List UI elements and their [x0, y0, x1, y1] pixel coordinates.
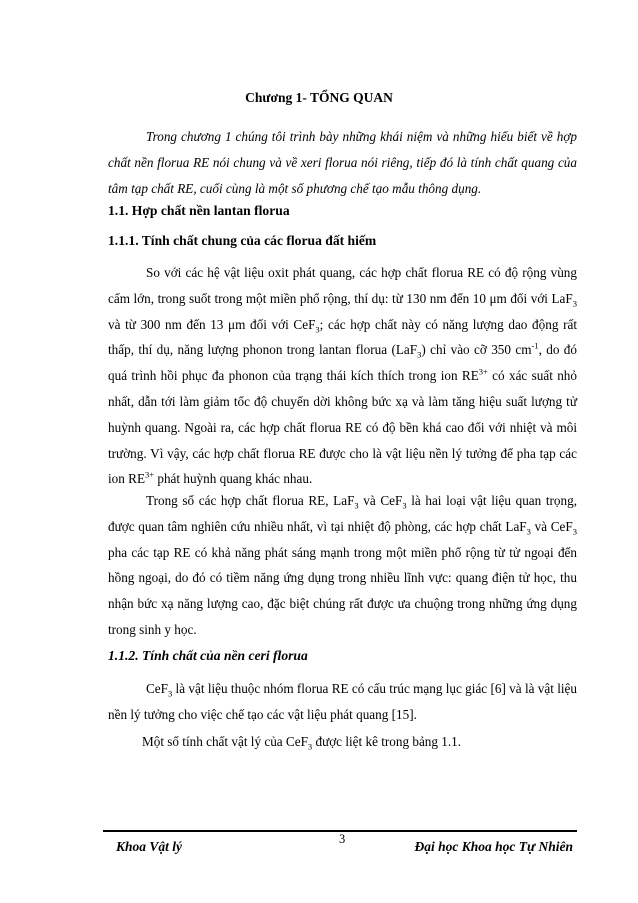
section-heading-1-1-1: 1.1.1. Tính chất chung của các florua đất hiếm	[108, 233, 377, 248]
text-run: , do đó quá trình hồi phục đa phonon của trạng thái kích thích trong ion RE	[108, 342, 577, 384]
text-run: pha các tạp RE có khả năng phát sáng mạnh trong một miền phổ rộng từ tử ngoại đến hồng ngoại, do đó có tiềm năng ứng dụng trong nhiều lĩnh vực: quang điện tử học, thu nhận bức xạ năng lượng cao, đặc biệt chúng rất được ưa chuộng trong những ứng dụng trong sinh y học.	[108, 544, 577, 637]
paragraph-laf3-cef3	[108, 488, 577, 643]
footer-department: Khoa Vật lý	[116, 839, 183, 854]
subscript: 3	[572, 298, 577, 309]
text-run: ) chỉ vào cỡ 350 cm	[421, 342, 532, 358]
subscript: 3	[572, 526, 577, 537]
text-run: phát huỳnh quang khác nhau.	[154, 471, 313, 487]
intro-paragraph: Trong chương 1 chúng tôi trình bày những khái niệm và những hiểu biết về hợp chất nền florua RE nói chung và về xeri florua nói riêng, tiếp đó là tính chất quang của tâm tạp chất RE, cuối cùng là một số phương chế tạo mẫu thông dụng.	[108, 129, 577, 196]
subscript: 3	[307, 741, 313, 752]
text-run: CeF	[146, 681, 168, 696]
subscript: 3	[315, 324, 320, 335]
text-run: và CeF	[358, 493, 403, 508]
section-heading-1-1: 1.1. Hợp chất nền lantan florua	[108, 203, 290, 218]
paragraph-general-properties	[108, 260, 577, 492]
paragraph-table-reference	[108, 729, 577, 755]
footer-university: Đại học Khoa học Tự Nhiên	[414, 839, 573, 854]
text-run: là vật liệu thuộc nhóm florua RE có cấu trúc mạng lục giác [6] và là vật liệu nền lý tưởng cho việc chế tạo các vật liệu phát quang [15].	[108, 681, 577, 722]
text-run: được liệt kê trong bảng 1.1.	[312, 734, 462, 749]
superscript: 3+	[478, 366, 488, 377]
page-number: 3	[339, 832, 346, 846]
text-run: và CeF	[530, 518, 573, 534]
subscript: 3	[167, 688, 173, 699]
text-run: ; các hợp chất này có năng lượng dao động rất thấp, thí dụ, năng lượng phonon trong lantan florua (LaF	[108, 316, 577, 358]
superscript: -1	[531, 341, 539, 351]
text-run: có xác suất nhỏ nhất, dẫn tới làm giảm tốc độ chuyển dời không bức xạ và làm tăng hiệu suất lượng tử huỳnh quang. Ngoài ra, các hợp chất florua RE có độ bền khá cao đối với nhiệt và môi trường. Vì vậy, các hợp chất florua RE được cho là vật liệu nền lý tưởng để pha tạp các ion RE	[108, 368, 577, 487]
subscript: 3	[402, 500, 407, 511]
chapter-title: Chương 1- TỔNG QUAN	[245, 90, 393, 105]
subscript: 3	[354, 500, 359, 511]
subscript: 3	[417, 350, 422, 361]
text-run: là hai loại vật liệu quan trọng, được quan tâm nghiên cứu nhiều nhất, vì tại nhiệt độ phòng, các hợp chất LaF	[108, 493, 577, 534]
section-heading-1-1-2: 1.1.2. Tính chất của nền ceri florua	[108, 648, 308, 663]
superscript: 3+	[145, 469, 155, 480]
text-run: và từ 300 nm đến 13 μm đối với CeF	[108, 316, 316, 332]
subscript: 3	[526, 526, 531, 537]
text-run: Một số tính chất vật lý của CeF	[142, 734, 308, 749]
paragraph-cef3-structure	[108, 676, 577, 728]
text-run: Trong số các hợp chất florua RE, LaF	[146, 493, 355, 508]
text-run: So với các hệ vật liệu oxit phát quang, các hợp chất florua RE có độ rộng vùng cấm lớn, trong suốt trong một miền phổ rộng, thí dụ: từ 130 nm đến 10 μm đối với LaF	[108, 265, 577, 306]
